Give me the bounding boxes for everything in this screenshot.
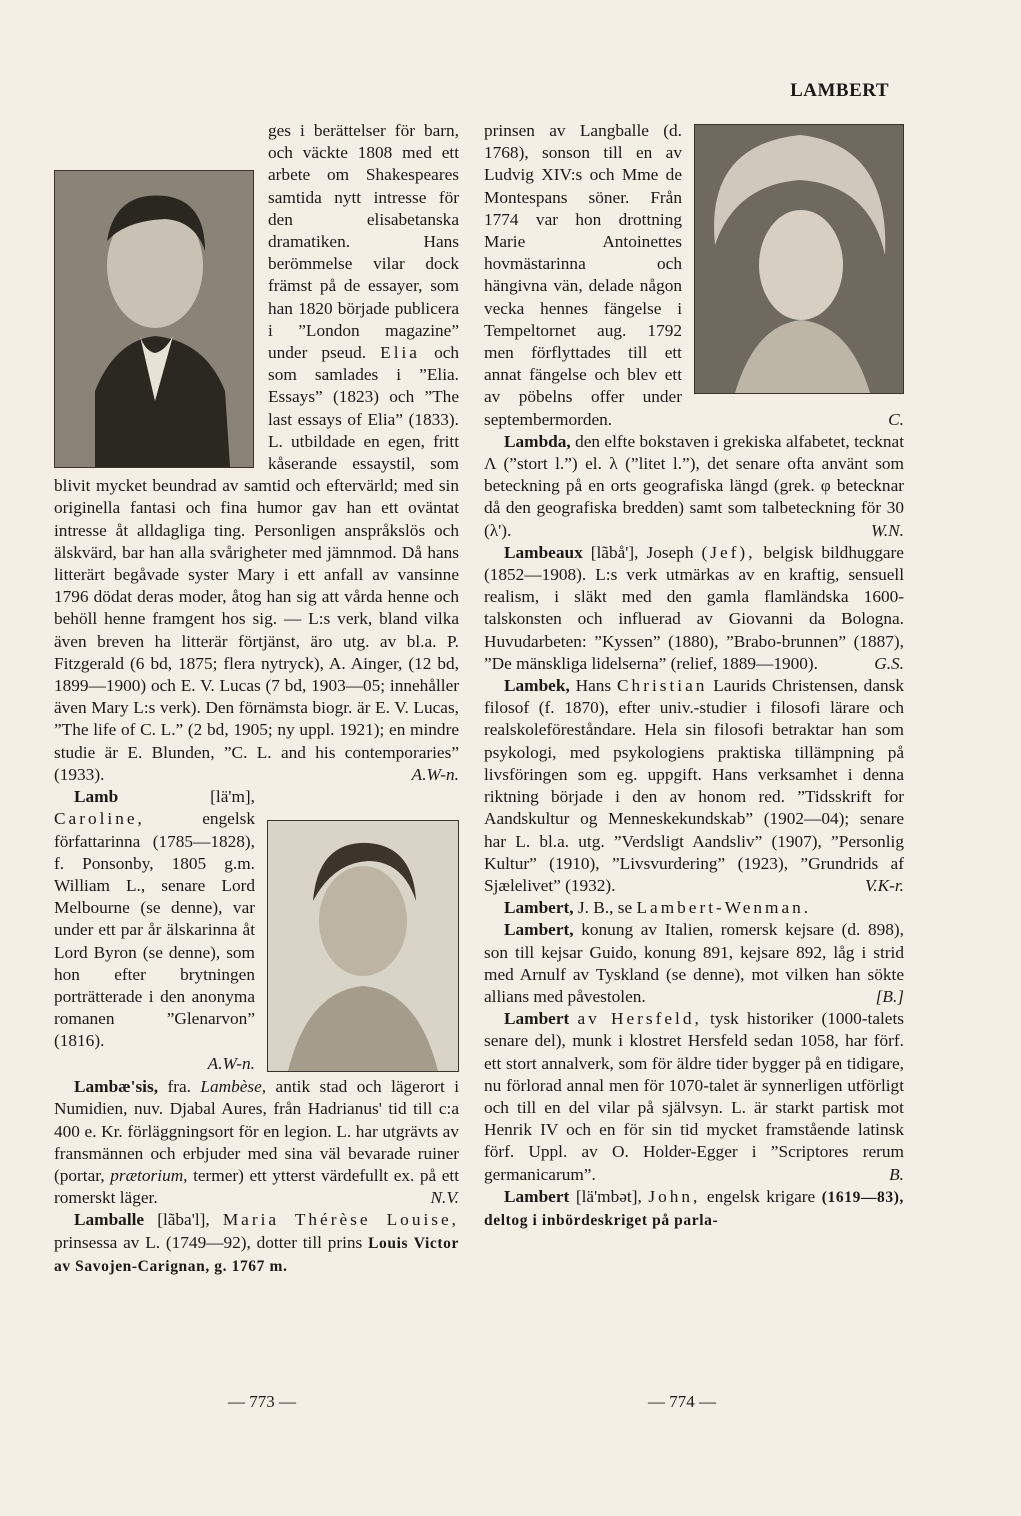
lambda-text: den elfte bokstaven i grekiska alfabetet, tecknat Λ (”stort l.”) el. λ (”litet l.”), det senare ofta använt som beteckning på en orts geografiska längd (grek. φ betecknar då den geografiska bredden) samt som talbeteckning för 30 (λ'). [484,431,904,540]
pseudonym: Elia [380,343,420,363]
headword-lambert-hersfeld: Lambert [504,1009,570,1029]
portrait-charles-lamb-drawing [55,171,253,467]
lamballe-last-line: Louis Victor av Savojen-Carignan, g. 1767 m. [54,1234,459,1275]
lambert-konung-text: konung av Italien, romersk kejsare (d. 898), son till kejsar Guido, konung 891, kejsare 892, låg i strid med Arnulf av Tyskland (se denne), mot vilken han sökte allians med påvestolen. [484,920,905,1006]
headword-lambert-konung: Lambert, [504,920,574,940]
pronunciation: [lãba'l], [157,1210,210,1230]
lambaesis-italic: Lambèse, [200,1077,267,1097]
headword-lambeaux: Lambeaux [504,542,583,562]
lambert-hersfeld-name: av Hersfeld, [577,1009,702,1029]
lambeaux-nickname: (Jef), [701,542,756,562]
headword-lamb: Lamb [74,787,119,807]
lambeaux-name: Joseph [646,542,694,562]
headword-lambert-john: Lambert [504,1186,570,1206]
lambert-hersfeld-text: tysk historiker (1000-talets senare del), munk i klostret Hersfeld sedan 1058, har förf. ett stort annalverk, som för äldre tider bygger på en tidigare, nu förlorad annal men för 1070-talet är synnerligen utförligt och till en del vilar på självsyn. L. är starkt partisk mot Henrik IV och en för sin tid mycket framstående latinsk förf. Uppl. av O. Holder-Egger i ”Scriptores rerum germanicarum”. [484,1009,904,1184]
signature: N.V. [430,1188,459,1208]
lambek-name: Hans [575,676,612,696]
lambeaux-text: belgisk bildhuggare (1852—1908). L:s verk utmärkas av en kraftig, sensuell realism, i släkt med den gamla flamländska 1600-talskonsten och influerad av Giovanni da Bologna. Huvudarbeten: ”Kyssen” (1880), ”Brabo-brunnen” (1887), ”De mänskliga lidelserna” (relief, 1889—1900). [484,542,904,673]
signature: G.S. [874,653,904,673]
lamballe-name: Maria Thérèse Louise, [222,1210,459,1230]
lambaesis-text: fra. [167,1077,191,1097]
lambek-name-spaced: Christian [617,676,708,696]
portrait-caroline-lamb-drawing [268,821,458,1071]
right-column [484,120,904,1232]
headword-lambert-jb: Lambert, [504,898,574,918]
headword-lamballe: Lamballe [74,1210,145,1230]
left-column [54,120,459,1278]
portrait-princesse-de-lamballe [694,124,904,394]
signature: A.W-n. [411,764,459,784]
running-head: LAMBERT [790,80,889,101]
lamb-name: Caroline, [54,809,145,829]
lamb-charles-text: ges i berättelser för barn, och väckte 1808 med ett arbete om Shakespeares samtida nytt intresse för den elisabetanska dramatiken. Hans berömmelse vilar dock främst på de essayer, som han 1820 började publicera i ”London magazine” under pseud. [268,121,459,363]
signature: W.N. [871,520,904,540]
signature: V.K-r. [864,875,904,895]
signature: C. [888,409,904,429]
cross-reference: Lambert-Wenman. [636,898,812,918]
lambaesis-italic: prætorium, [110,1165,188,1185]
portrait-charles-lamb [54,170,254,468]
pronunciation: [lä'mbət], [575,1186,642,1206]
lamballe-text-cont: prinsen av Langballe (d. 1768), sonson till en av Ludvig XIV:s och Mme de Montespans söner. Från 1774 var hon drottning Marie Antoinettes hovmästarinna och hängivna vän, delade någon vecka hennes fängelse i Tempeltornet aug. 1792 men förflyttades till ett annat fängelse och blev ett av pöbelns offer under septembermorden. [484,121,682,429]
signature: B. [889,1164,904,1184]
lambek-text: Laurids Christensen, dansk filosof (f. 1870), efter univ.-studier i filosofi lärare och realskoleföreståndare. Hela sin filosofi betraktar han som psykologi, med psykologiens praktiska tillämpning på livsföringen som eg. uppgift. Hans verksamhet i denna riktning började i den av honom red. ”Tidsskrift for Aandskultur og Menneskekundskab” (1902—04); senare har L. bl.a. utg. ”Verdsligt Aandsliv” (1907), ”Personlig Kultur” (1910), ”Livsvurdering” (1923), ”Grundrids af Sjælelivet” (1932). [484,676,904,895]
portrait-lamballe-drawing [695,125,903,393]
page-number-left: — 773 — [228,1392,296,1411]
signature: [B.] [875,986,904,1006]
page-number-right: — 774 — [648,1392,716,1411]
pronunciation: [lãbå'], [590,542,639,562]
lambaesis-text: antik stad och lägerort i Numidien, nuv. Djabal Aures, från Hadrianus' tid till c:a 400 e. Kr. förläggningsort för en legion. L. har utgrävts av fransmännen och erbjuder med sina väl bevarade ruiner (portar, [54,1077,459,1185]
lambaesis-text: termer) ett ytterst värdefullt ex. på ett romerskt läger. [54,1165,459,1208]
portrait-caroline-lamb [267,820,459,1072]
headword-lambek: Lambek, [504,676,570,696]
pronunciation: [lä'm], [210,787,255,807]
lambert-john-text: engelsk krigare [706,1186,816,1206]
lamballe-text: prinsessa av L. (1749—92), dotter till prins [54,1232,363,1252]
signature: A.W-n. [207,1053,255,1073]
lambert-john-name: John, [648,1186,701,1206]
lamb-caroline-text: engelsk författarinna (1785—1828), f. Ponsonby, 1805 g.m. William L., senare Lord Melbourne (se denne), var under ett par år älskarinna åt Lord Byron (se denne), som hon efter brytningen porträtterade i den anonyma romanen ”Glenarvon” (1816). [54,809,255,1051]
lambert-jb-text: J. B., se [577,898,633,918]
headword-lambaesis: Lambæ'sis, [74,1077,159,1097]
lambert-john-last-line: (1619—83), deltog i inbördeskriget på parla- [484,1188,904,1229]
lamb-charles-text-cont: och som samlades i ”Elia. Essays” (1823) och ”The last essays of Elia” (1833). L. utbildade en egen, fritt kåserande essaystil, som blivit mycket beundrad av samtid och eftervärld; med sin originella fantasi och fina humor gav han ett oväntat intresse åt alldagliga ting. Personligen anspråkslös och älskvärd, bar han alla svårigheter med jämnmod. Då hans litterärt begåvade syster Mary i ett anfall av vansinne 1796 dödat deras moder, åtog han sig att vårda henne och behöll henne framgent hos sig. — L:s verk, bland vilka även breven ha litterär förtjänst, äro utg. av bl.a. P. Fitzgerald (6 bd, 1875; flera nytryck), A. Ainger, (12 bd, 1899—1900) och E. V. Lucas (7 bd, 1903—05; innehåller även Mary L:s verk). Den förnämsta biogr. är E. V. Lucas, ”The life of C. L.” (2 bd, 1905; ny uppl. 1921); en mindre studie är E. Blunden, ”C. L. and his contemporaries” (1933). [54,343,460,784]
headword-lambda: Lambda, [504,431,571,451]
